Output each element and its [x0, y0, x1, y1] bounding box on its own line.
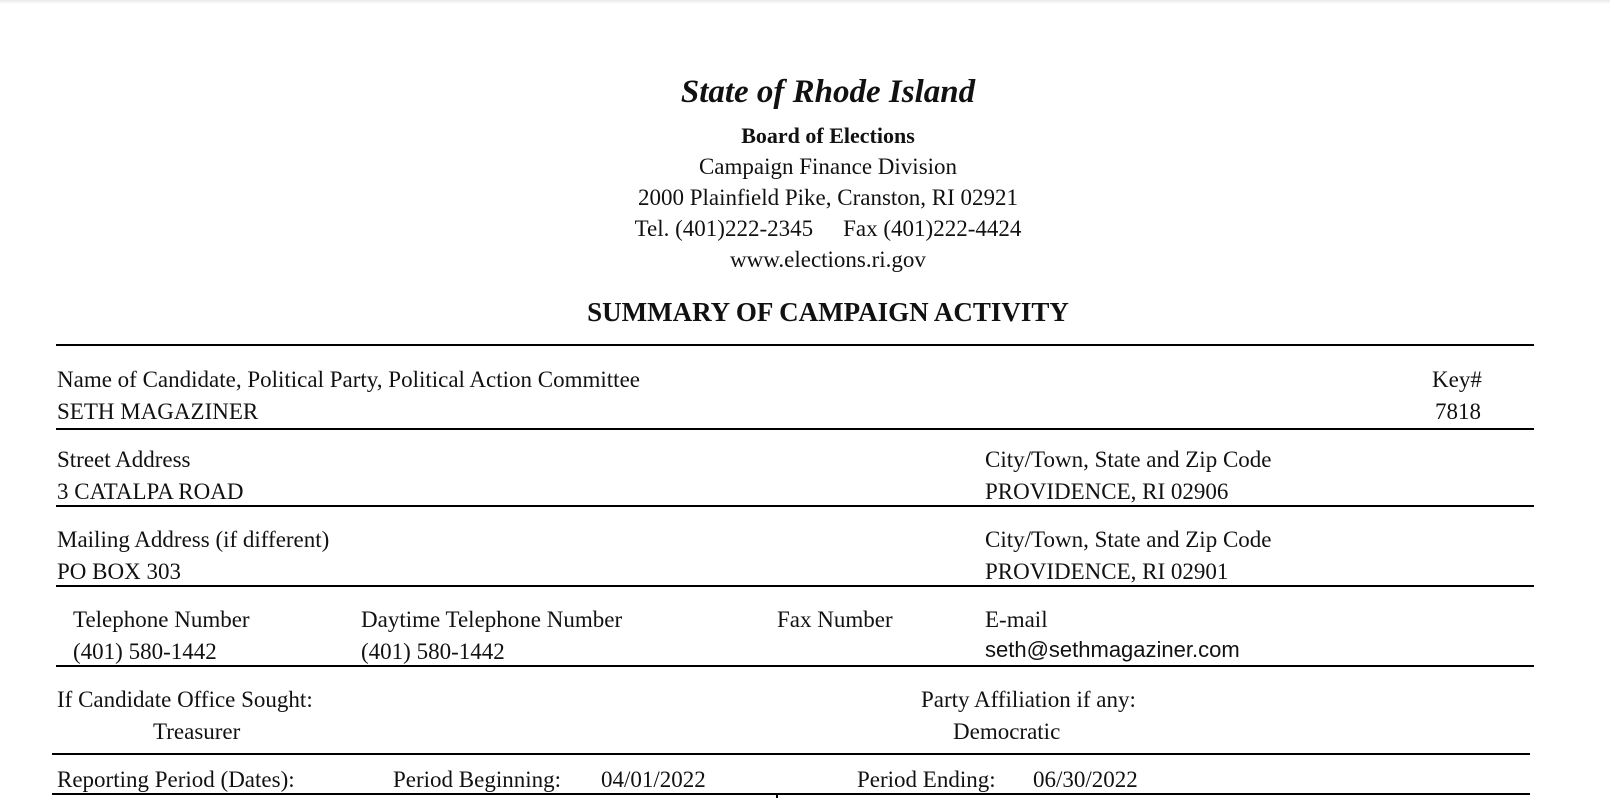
- divider: [56, 505, 1534, 507]
- period-beginning-value: 04/01/2022: [601, 767, 706, 792]
- office-sought-label: If Candidate Office Sought:: [57, 687, 313, 712]
- page-top-shadow: [0, 0, 1610, 4]
- email-label: E-mail: [985, 607, 1048, 632]
- division-name: Campaign Finance Division: [698, 154, 958, 179]
- mailing-address-value: PO BOX 303: [57, 559, 181, 584]
- mailing-city-value: PROVIDENCE, RI 02901: [985, 559, 1229, 584]
- office-sought-value: Treasurer: [153, 719, 241, 744]
- divider: [52, 793, 1530, 795]
- board-name: Board of Elections: [741, 123, 915, 148]
- mailing-address-label: Mailing Address (if different): [57, 527, 330, 552]
- divider: [52, 753, 1530, 755]
- office-address: 2000 Plainfield Pike, Cranston, RI 02921: [637, 185, 1019, 210]
- mailing-city-label: City/Town, State and Zip Code: [985, 527, 1272, 552]
- party-affiliation-value: Democratic: [953, 719, 1061, 744]
- telephone-text: Tel. (401)222-2345: [634, 216, 814, 241]
- period-ending-value: 06/30/2022: [1033, 767, 1138, 792]
- street-city-value: PROVIDENCE, RI 02906: [985, 479, 1229, 504]
- divider: [56, 344, 1534, 346]
- website-link[interactable]: www.elections.ri.gov: [730, 247, 926, 272]
- email-value[interactable]: seth@sethmagaziner.com: [985, 637, 1240, 662]
- name-label: Name of Candidate, Political Party, Political Action Committee: [57, 367, 640, 392]
- period-ending-label: Period Ending:: [857, 767, 996, 792]
- divider: [56, 665, 1534, 667]
- divider: [56, 585, 1534, 587]
- key-label: Key#: [1432, 367, 1482, 392]
- fax-number-label: Fax Number: [777, 607, 893, 632]
- name-value: SETH MAGAZINER: [57, 399, 259, 424]
- daytime-telephone-label: Daytime Telephone Number: [361, 607, 623, 632]
- divider: [56, 428, 1534, 430]
- column-divider: [776, 793, 778, 798]
- tel-fax-line: [0, 215, 1610, 242]
- reporting-period-label: Reporting Period (Dates):: [57, 767, 295, 792]
- street-city-label: City/Town, State and Zip Code: [985, 447, 1272, 472]
- street-address-value: 3 CATALPA ROAD: [57, 479, 244, 504]
- street-address-label: Street Address: [57, 447, 191, 472]
- party-affiliation-label: Party Affiliation if any:: [921, 687, 1136, 712]
- fax-text: Fax (401)222-4424: [843, 216, 1022, 241]
- telephone-value: (401) 580-1442: [73, 639, 217, 664]
- form-title: SUMMARY OF CAMPAIGN ACTIVITY: [587, 297, 1069, 327]
- telephone-label: Telephone Number: [73, 607, 250, 632]
- state-title: State of Rhode Island: [680, 74, 976, 110]
- period-beginning-label: Period Beginning:: [393, 767, 562, 792]
- daytime-telephone-value: (401) 580-1442: [361, 639, 505, 664]
- key-value: 7818: [1435, 399, 1481, 424]
